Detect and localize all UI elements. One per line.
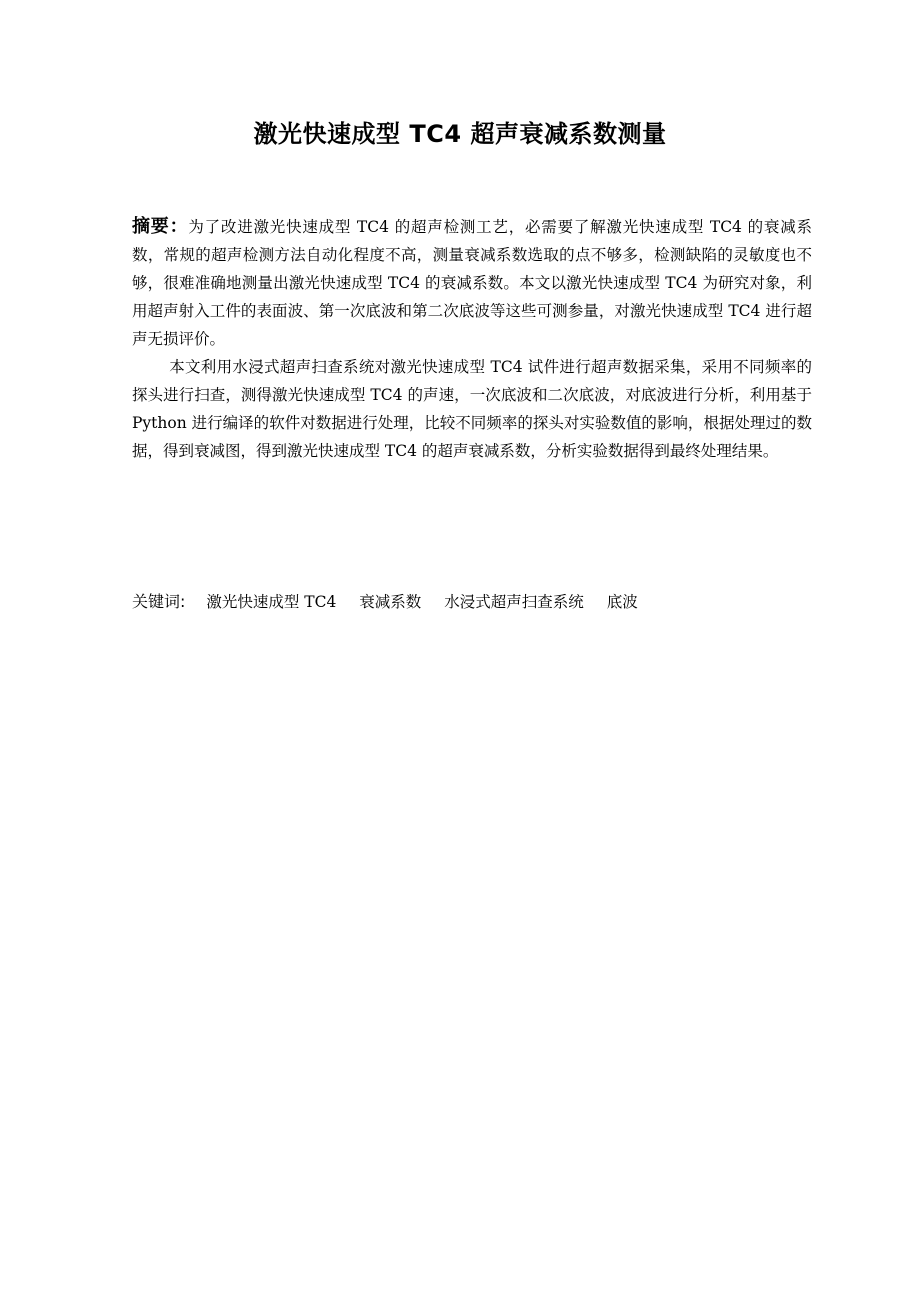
abstract-label: 摘要： — [132, 216, 189, 237]
keyword-item: 衰减系数 — [359, 593, 422, 611]
abstract-text-1: 为了改进激光快速成型 TC4 的超声检测工艺，必需要了解激光快速成型 TC4 的衰减系数，常规的超声检测方法自动化程度不高，测量衰减系数选取的点不够多，检测缺陷的灵敏度也不够，很难准确地测量出激光快速成型 TC4 的衰减系数。本文以激光快速成型 TC4 为研究对象，利用超声射入工件的表面波、第一次底波和第二次底波等这些可测参量，对激光快速成型 TC4 进行超声无损评价。 — [132, 218, 812, 348]
abstract-paragraph-1 — [132, 213, 812, 353]
keywords-label: 关键词: — [132, 592, 186, 611]
keyword-item: 水浸式超声扫查系统 — [444, 593, 584, 611]
abstract-section — [132, 213, 812, 465]
keywords-section — [132, 588, 812, 616]
keyword-item: 底波 — [606, 593, 638, 611]
abstract-paragraph-2: 本文利用水浸式超声扫查系统对激光快速成型 TC4 试件进行超声数据采集，采用不同频率的探头进行扫查，测得激光快速成型 TC4 的声速，一次底波和二次底波，对底波进行分析，利用基于 Python 进行编译的软件对数据进行处理，比较不同频率的探头对实验数值的影响，根据处理过的数据，得到衰减图，得到激光快速成型 TC4 的超声衰减系数，分析实验数据得到最终处理结果。 — [132, 358, 812, 460]
document-title: 激光快速成型 TC4 超声衰减系数测量 — [253, 120, 667, 148]
keyword-item: 激光快速成型 TC4 — [206, 593, 337, 611]
